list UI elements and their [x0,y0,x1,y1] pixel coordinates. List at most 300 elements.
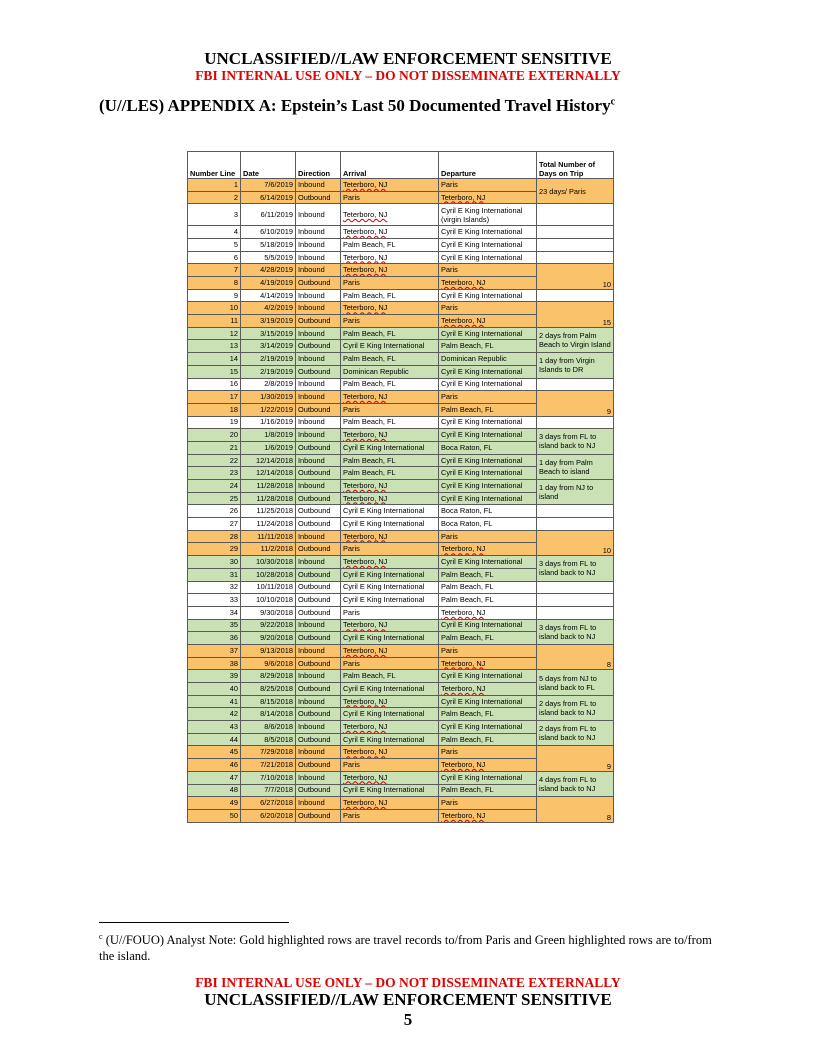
cell-arrival: Paris [341,809,439,822]
cell-direction: Inbound [296,530,341,543]
table-row [188,429,614,442]
cell-arrival: Palm Beach, FL [341,353,439,366]
cell-total-days: 10 [537,530,614,555]
cell-departure: Palm Beach, FL [439,568,537,581]
cell-direction: Outbound [296,784,341,797]
footnote-divider [99,922,289,923]
cell-arrival: Paris [341,403,439,416]
classification-header: UNCLASSIFIED//LAW ENFORCEMENT SENSITIVE [204,49,612,68]
cell-arrival-text: Teterboro, NJ [343,252,388,262]
cell-date: 11/28/2018 [241,492,296,505]
cell-number-line: 10 [188,302,241,315]
cell-departure: Cyril E King International [439,416,537,429]
cell-number-line: 21 [188,441,241,454]
cell-departure: Cyril E King International [439,556,537,569]
cell-date: 11/25/2018 [241,505,296,518]
cell-arrival: Cyril E King International [341,594,439,607]
cell-departure: Dominican Republic [439,353,537,366]
cell-arrival-text: Teterboro, NJ [343,557,388,567]
cell-date: 9/20/2018 [241,632,296,645]
cell-direction: Inbound [296,264,341,277]
cell-direction: Outbound [296,191,341,204]
cell-arrival [341,264,439,277]
cell-number-line: 7 [188,264,241,277]
cell-date: 7/7/2018 [241,784,296,797]
cell-arrival: Paris [341,606,439,619]
cell-departure: Cyril E King International [439,454,537,467]
cell-arrival: Cyril E King International [341,733,439,746]
cell-direction: Outbound [296,340,341,353]
cell-date: 4/14/2019 [241,289,296,302]
cell-departure: Cyril E King International [439,695,537,708]
cell-date: 5/18/2019 [241,238,296,251]
cell-total-days: 23 days/ Paris [537,179,614,204]
table-row [188,670,614,683]
cell-arrival-text: Teterboro, NJ [343,227,388,237]
cell-date: 5/5/2019 [241,251,296,264]
cell-departure: Cyril E King International [439,771,537,784]
cell-direction: Inbound [296,454,341,467]
cell-departure: Palm Beach, FL [439,581,537,594]
cell-direction: Outbound [296,505,341,518]
cell-number-line: 22 [188,454,241,467]
cell-direction: Outbound [296,809,341,822]
cell-date: 6/20/2018 [241,809,296,822]
cell-number-line: 6 [188,251,241,264]
cell-number-line: 11 [188,315,241,328]
cell-total-days: 1 day from NJ to island [537,480,614,505]
cell-total-days: 8 [537,644,614,669]
cell-total-days: 2 days from FL to island back to NJ [537,721,614,746]
footnote-marker: c [99,932,103,941]
cell-departure: Paris [439,530,537,543]
cell-departure: Palm Beach, FL [439,784,537,797]
cell-date: 6/10/2019 [241,226,296,239]
column-header-arrival: Arrival [341,152,439,179]
column-header-departure: Departure [439,152,537,179]
cell-arrival: Cyril E King International [341,340,439,353]
cell-direction: Inbound [296,378,341,391]
cell-departure: Paris [439,179,537,192]
table-row [188,226,614,239]
cell-arrival-text: Teterboro, NJ [343,392,388,402]
table-row [188,594,614,607]
cell-direction: Inbound [296,746,341,759]
cell-number-line: 43 [188,721,241,734]
cell-departure: Palm Beach, FL [439,340,537,353]
cell-number-line: 14 [188,353,241,366]
cell-date: 1/22/2019 [241,403,296,416]
cell-date: 4/2/2019 [241,302,296,315]
table-row [188,353,614,366]
cell-number-line: 40 [188,683,241,696]
cell-direction: Outbound [296,492,341,505]
cell-arrival-text: Teterboro, NJ [343,721,388,731]
cell-date: 8/14/2018 [241,708,296,721]
cell-number-line: 12 [188,327,241,340]
cell-number-line: 1 [188,179,241,192]
cell-date: 4/28/2019 [241,264,296,277]
cell-date: 10/28/2018 [241,568,296,581]
table-row [188,264,614,277]
cell-date: 12/14/2018 [241,454,296,467]
cell-arrival-text: Teterboro, NJ [343,620,388,630]
cell-direction: Inbound [296,226,341,239]
cell-departure: Cyril E King International [439,226,537,239]
cell-date: 7/6/2019 [241,179,296,192]
cell-total-days: 15 [537,302,614,327]
cell-departure: Cyril E King International [439,365,537,378]
cell-departure: Paris [439,264,537,277]
cell-arrival [341,204,439,226]
cell-date: 1/6/2019 [241,441,296,454]
cell-number-line: 20 [188,429,241,442]
cell-direction: Inbound [296,251,341,264]
table-row [188,505,614,518]
cell-date: 8/6/2018 [241,721,296,734]
cell-number-line: 25 [188,492,241,505]
cell-number-line: 4 [188,226,241,239]
cell-departure-text: Teterboro, NJ [441,192,486,202]
cell-arrival: Palm Beach, FL [341,327,439,340]
table-row [188,530,614,543]
cell-date: 3/14/2019 [241,340,296,353]
cell-number-line: 24 [188,480,241,493]
cell-number-line: 36 [188,632,241,645]
cell-number-line: 34 [188,606,241,619]
cell-arrival-text: Teterboro, NJ [343,430,388,440]
cell-departure-text: Teterboro, NJ [441,810,486,820]
table-row [188,179,614,192]
table-row [188,606,614,619]
cell-departure [439,315,537,328]
cell-arrival [341,619,439,632]
cell-direction: Inbound [296,480,341,493]
cell-direction: Inbound [296,353,341,366]
cell-total-days [537,238,614,251]
cell-departure: Paris [439,644,537,657]
cell-departure [439,809,537,822]
cell-direction: Inbound [296,721,341,734]
cell-date: 1/16/2019 [241,416,296,429]
cell-arrival: Palm Beach, FL [341,238,439,251]
cell-arrival [341,302,439,315]
cell-arrival: Cyril E King International [341,784,439,797]
cell-departure: Cyril E King International [439,619,537,632]
cell-number-line: 41 [188,695,241,708]
cell-date: 2/8/2019 [241,378,296,391]
cell-departure: Cyril E King International [439,251,537,264]
cell-number-line: 33 [188,594,241,607]
cell-arrival-text: Teterboro, NJ [343,747,388,757]
cell-total-days [537,289,614,302]
cell-departure-text: Teterboro, NJ [441,544,486,554]
cell-departure [439,191,537,204]
table-row [188,797,614,810]
cell-total-days: 4 days from FL to island back to NJ [537,771,614,796]
travel-history-table [187,151,614,823]
cell-direction: Outbound [296,568,341,581]
cell-departure: Paris [439,302,537,315]
cell-total-days [537,378,614,391]
table-row [188,391,614,404]
cell-arrival [341,492,439,505]
cell-number-line: 42 [188,708,241,721]
table-body [188,179,614,823]
cell-departure [439,606,537,619]
cell-direction: Inbound [296,556,341,569]
footnote-marker: c [610,96,616,108]
table-row [188,518,614,531]
cell-direction: Outbound [296,606,341,619]
cell-date: 11/2/2018 [241,543,296,556]
cell-arrival: Paris [341,277,439,290]
cell-arrival [341,226,439,239]
cell-total-days: 1 day from Palm Beach to island [537,454,614,479]
cell-direction: Inbound [296,619,341,632]
cell-arrival-text: Teterboro, NJ [343,265,388,275]
cell-arrival: Paris [341,191,439,204]
cell-total-days: 10 [537,264,614,289]
cell-number-line: 18 [188,403,241,416]
cell-arrival-text: Teterboro, NJ [343,480,388,490]
cell-arrival-text: Teterboro, NJ [343,209,388,219]
cell-date: 12/14/2018 [241,467,296,480]
cell-arrival [341,721,439,734]
cell-departure: Palm Beach, FL [439,403,537,416]
cell-number-line: 37 [188,644,241,657]
cell-departure-text: Teterboro, NJ [441,607,486,617]
cell-arrival: Palm Beach, FL [341,454,439,467]
cell-date: 9/30/2018 [241,606,296,619]
cell-departure: Palm Beach, FL [439,594,537,607]
cell-arrival: Cyril E King International [341,632,439,645]
cell-date: 11/11/2018 [241,530,296,543]
cell-date: 6/27/2018 [241,797,296,810]
cell-number-line: 39 [188,670,241,683]
table-row [188,695,614,708]
cell-arrival: Cyril E King International [341,708,439,721]
table-row [188,327,614,340]
cell-departure: Boca Raton, FL [439,441,537,454]
cell-direction: Outbound [296,277,341,290]
cell-direction: Inbound [296,204,341,226]
cell-arrival [341,746,439,759]
cell-total-days [537,518,614,531]
cell-total-days [537,606,614,619]
table-row [188,238,614,251]
cell-total-days: 9 [537,746,614,771]
cell-date: 10/10/2018 [241,594,296,607]
cell-date: 6/11/2019 [241,204,296,226]
cell-number-line: 13 [188,340,241,353]
cell-total-days [537,416,614,429]
cell-total-days [537,204,614,226]
cell-number-line: 30 [188,556,241,569]
cell-arrival-text: Teterboro, NJ [343,645,388,655]
cell-direction: Inbound [296,416,341,429]
cell-date: 7/29/2018 [241,746,296,759]
cell-direction: Outbound [296,594,341,607]
cell-direction: Outbound [296,683,341,696]
cell-departure: Paris [439,391,537,404]
cell-arrival [341,695,439,708]
table-row [188,619,614,632]
cell-date: 10/30/2018 [241,556,296,569]
table-row [188,289,614,302]
cell-date: 8/5/2018 [241,733,296,746]
cell-arrival-text: Teterboro, NJ [343,696,388,706]
cell-arrival-text: Teterboro, NJ [343,303,388,313]
cell-arrival [341,771,439,784]
cell-direction: Inbound [296,179,341,192]
cell-direction: Inbound [296,771,341,784]
cell-departure: Cyril E King International [439,480,537,493]
cell-arrival: Palm Beach, FL [341,467,439,480]
cell-direction: Inbound [296,302,341,315]
table-row [188,378,614,391]
cell-departure: Palm Beach, FL [439,733,537,746]
cell-total-days: 1 day from Virgin Islands to DR [537,353,614,378]
table-row [188,746,614,759]
cell-direction: Inbound [296,391,341,404]
table-row [188,302,614,315]
cell-number-line: 2 [188,191,241,204]
cell-date: 8/15/2018 [241,695,296,708]
cell-direction: Outbound [296,733,341,746]
cell-arrival: Cyril E King International [341,683,439,696]
cell-direction: Inbound [296,429,341,442]
cell-number-line: 26 [188,505,241,518]
cell-number-line: 31 [188,568,241,581]
cell-number-line: 35 [188,619,241,632]
cell-arrival: Paris [341,759,439,772]
cell-date: 6/14/2019 [241,191,296,204]
cell-arrival [341,179,439,192]
cell-number-line: 46 [188,759,241,772]
cell-date: 11/28/2018 [241,480,296,493]
cell-date: 2/19/2019 [241,365,296,378]
cell-total-days: 3 days from FL to island back to NJ [537,619,614,644]
cell-departure: Cyril E King International [439,238,537,251]
cell-total-days: 2 days from Palm Beach to Virgin Island [537,327,614,352]
cell-arrival [341,391,439,404]
table-row [188,454,614,467]
column-header-direction: Direction [296,152,341,179]
cell-arrival [341,644,439,657]
table-row [188,721,614,734]
cell-arrival-text: Teterboro, NJ [343,772,388,782]
cell-total-days: 3 days from FL to island back to NJ [537,429,614,454]
cell-arrival [341,429,439,442]
cell-departure: Cyril E King International [439,492,537,505]
cell-departure: Cyril E King International [439,289,537,302]
cell-date: 9/22/2018 [241,619,296,632]
cell-number-line: 17 [188,391,241,404]
cell-departure: Palm Beach, FL [439,708,537,721]
cell-departure: Paris [439,746,537,759]
dissemination-header: FBI INTERNAL USE ONLY – DO NOT DISSEMINATE EXTERNALLY [195,68,621,83]
cell-direction: Outbound [296,759,341,772]
cell-direction: Inbound [296,327,341,340]
cell-departure-text: Teterboro, NJ [441,315,486,325]
appendix-title-text: (U//LES) APPENDIX A: Epstein’s Last 50 Documented Travel History [99,96,611,115]
cell-number-line: 44 [188,733,241,746]
cell-date: 8/29/2018 [241,670,296,683]
cell-total-days [537,594,614,607]
cell-number-line: 28 [188,530,241,543]
cell-date: 1/8/2019 [241,429,296,442]
cell-direction: Outbound [296,708,341,721]
table-row [188,480,614,493]
cell-departure-text: Teterboro, NJ [441,277,486,287]
cell-departure [439,657,537,670]
cell-departure: Cyril E King International [439,327,537,340]
cell-departure: Cyril E King International [439,429,537,442]
cell-arrival: Cyril E King International [341,518,439,531]
cell-arrival: Cyril E King International [341,568,439,581]
cell-date: 11/24/2018 [241,518,296,531]
cell-date: 9/13/2018 [241,644,296,657]
cell-arrival: Paris [341,543,439,556]
cell-total-days [537,226,614,239]
cell-direction: Outbound [296,632,341,645]
cell-number-line: 3 [188,204,241,226]
cell-date: 9/6/2018 [241,657,296,670]
cell-number-line: 19 [188,416,241,429]
cell-date: 1/30/2019 [241,391,296,404]
dissemination-footer: FBI INTERNAL USE ONLY – DO NOT DISSEMINATE EXTERNALLY [195,975,621,990]
cell-number-line: 48 [188,784,241,797]
cell-departure-text: Teterboro, NJ [441,658,486,668]
cell-departure: Boca Raton, FL [439,518,537,531]
cell-arrival: Palm Beach, FL [341,378,439,391]
cell-direction: Inbound [296,644,341,657]
cell-direction: Outbound [296,365,341,378]
cell-date: 7/10/2018 [241,771,296,784]
appendix-title [99,96,615,116]
cell-arrival: Cyril E King International [341,441,439,454]
cell-number-line: 5 [188,238,241,251]
page-number: 5 [403,1010,413,1029]
footnote [99,929,719,964]
cell-departure: Boca Raton, FL [439,505,537,518]
cell-date: 7/21/2018 [241,759,296,772]
cell-direction: Inbound [296,797,341,810]
cell-departure: Cyril E King International [439,378,537,391]
cell-departure: Paris [439,797,537,810]
cell-arrival: Cyril E King International [341,505,439,518]
cell-direction: Outbound [296,315,341,328]
cell-arrival [341,251,439,264]
cell-direction: Inbound [296,670,341,683]
table-row [188,644,614,657]
cell-total-days: 2 days from FL to island back to NJ [537,695,614,720]
cell-number-line: 23 [188,467,241,480]
cell-direction: Outbound [296,467,341,480]
cell-arrival [341,797,439,810]
cell-departure: Cyril E King International [439,721,537,734]
cell-number-line: 32 [188,581,241,594]
table-row [188,556,614,569]
cell-total-days: 9 [537,391,614,416]
column-header-date: Date [241,152,296,179]
cell-departure: Cyril E King International [439,467,537,480]
cell-arrival: Paris [341,315,439,328]
cell-total-days: 8 [537,797,614,823]
cell-date: 2/19/2019 [241,353,296,366]
table-row [188,251,614,264]
